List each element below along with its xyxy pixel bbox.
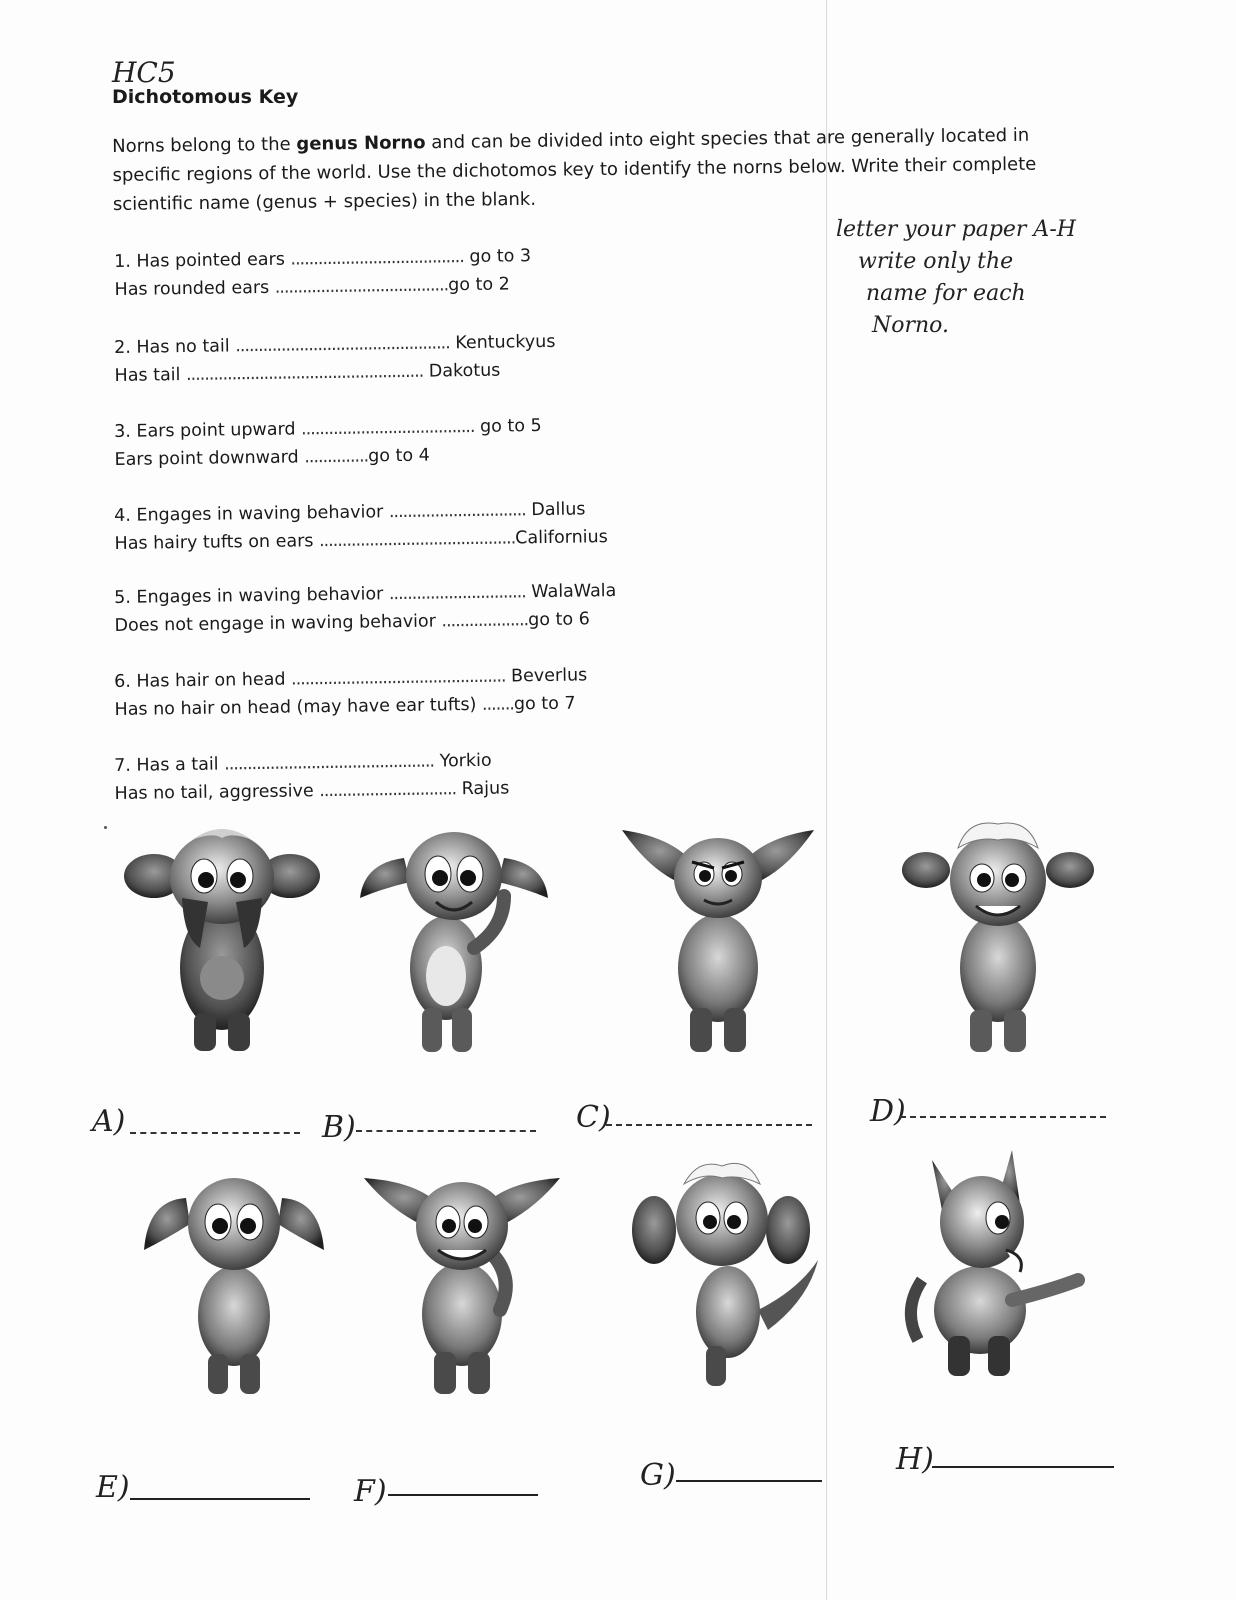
leader-dots: ............................................... [290, 666, 506, 690]
leader-dots: .................................................... [185, 361, 424, 385]
leader-dots: .............................. [388, 500, 526, 523]
norno-d-illustration [898, 818, 1098, 1058]
key-result: go to 3 [469, 246, 532, 268]
note-line: letter your paper A-H [836, 217, 1076, 242]
note-line: name for each [866, 281, 1026, 306]
key-result: Kentuckyus [455, 331, 556, 354]
blank-label-b: B) [322, 1110, 356, 1145]
leader-dots: ................... [441, 610, 529, 632]
key-couplet-5 [114, 576, 675, 640]
key-couplet-3 [114, 410, 675, 474]
key-step: 2. Has no tail [114, 336, 230, 358]
note-line: Norno. [872, 313, 950, 338]
leader-dots: .............................. [319, 779, 457, 802]
norno-h-illustration [902, 1140, 1102, 1380]
key-result: go to 4 [368, 445, 430, 467]
key-step: Has tail [114, 365, 181, 386]
answer-line-b[interactable] [356, 1130, 536, 1132]
intro-text-2: and can be divided into eight species that are generally located in specific regions of the world. Use the dichotomos key to identify the norns below. Write their complete scientific name (genus + species) in the blank. [112, 124, 1037, 215]
leader-dots: ........................................... [318, 528, 516, 552]
answer-line-c[interactable] [606, 1124, 812, 1126]
key-result: Dallus [531, 499, 586, 521]
blank-label-g: G) [640, 1458, 676, 1493]
answer-line-d[interactable] [900, 1116, 1106, 1118]
intro-bold-genus: genus Norno [296, 132, 426, 155]
norno-b-illustration [354, 818, 554, 1058]
answer-line-g[interactable] [676, 1480, 822, 1482]
key-step: Ears point downward [114, 447, 299, 470]
leader-dots: ...................................... [300, 416, 475, 440]
handwritten-note [836, 214, 1136, 342]
norno-g-illustration [628, 1150, 828, 1390]
scan-mark [104, 826, 107, 829]
key-step: 1. Has pointed ears [114, 249, 286, 272]
key-step: 3. Ears point upward [114, 419, 296, 442]
blank-label-a: A) [92, 1104, 126, 1139]
answer-line-h[interactable] [932, 1466, 1114, 1468]
intro-paragraph [112, 120, 1103, 219]
norno-e-illustration [134, 1160, 334, 1400]
key-step: 4. Engages in waving behavior [114, 502, 384, 526]
key-step: Has no hair on head (may have ear tufts) [114, 694, 477, 720]
leader-dots: ...................................... [290, 247, 464, 270]
key-result: WalaWala [531, 580, 617, 603]
key-result: go to 2 [448, 274, 510, 296]
key-result: Yorkio [439, 750, 492, 772]
handwritten-code: HC5 [112, 56, 176, 89]
key-result: Beverlus [510, 665, 588, 687]
page-title: Dichotomous Key [112, 86, 299, 108]
key-result: Californius [515, 527, 608, 549]
intro-text-1: Norns belong to the [112, 133, 297, 157]
key-couplet-6 [114, 660, 675, 724]
key-step: 6. Has hair on head [114, 669, 286, 692]
answer-line-e[interactable] [130, 1498, 310, 1500]
key-result: go to 5 [479, 416, 542, 437]
norno-a-illustration [122, 818, 322, 1058]
blank-label-h: H) [896, 1442, 934, 1477]
blank-label-d: D) [870, 1094, 906, 1129]
leader-dots: .............. [304, 446, 369, 468]
blank-label-c: C) [576, 1100, 611, 1135]
key-couplet-1 [114, 240, 675, 304]
answer-line-f[interactable] [388, 1494, 538, 1496]
key-step: Has rounded ears [114, 277, 270, 300]
leader-dots: .............................. [388, 582, 526, 605]
key-couplet-4 [114, 494, 675, 558]
leader-dots: .............................................. [224, 751, 435, 775]
key-step: Has no tail, aggressive [114, 781, 314, 804]
blank-label-e: E) [96, 1470, 130, 1505]
norno-c-illustration [618, 818, 818, 1058]
answer-line-a[interactable] [130, 1132, 300, 1134]
note-line: write only the [858, 249, 1014, 274]
key-result: Rajus [461, 778, 510, 800]
key-result: Dakotus [428, 360, 501, 382]
leader-dots: ...................................... [274, 275, 449, 298]
leader-dots: ............................................... [235, 333, 450, 357]
key-step: 5. Engages in waving behavior [114, 584, 384, 608]
key-step: 7. Has a tail [114, 754, 219, 776]
key-step: Does not engage in waving behavior [114, 611, 437, 636]
key-couplet-2 [114, 326, 675, 390]
leader-dots: ....... [481, 694, 515, 715]
key-result: go to 7 [513, 693, 576, 715]
key-couplet-7 [114, 744, 675, 808]
key-step: Has hairy tufts on ears [114, 531, 314, 554]
key-result: go to 6 [528, 609, 590, 631]
norno-f-illustration [362, 1160, 562, 1400]
blank-label-f: F) [354, 1474, 387, 1509]
